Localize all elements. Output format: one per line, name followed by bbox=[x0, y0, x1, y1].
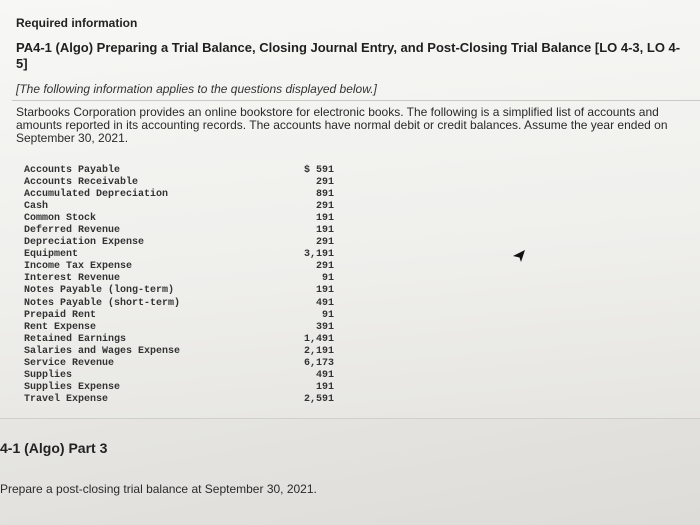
part-heading: 4-1 (Algo) Part 3 bbox=[0, 440, 108, 456]
account-amount: 191 bbox=[315, 285, 334, 297]
account-name: Travel Expense bbox=[24, 393, 109, 405]
account-amount: 891 bbox=[315, 189, 334, 201]
account-name: Prepaid Rent bbox=[24, 309, 97, 321]
mouse-pointer-icon bbox=[512, 249, 526, 263]
account-name: Notes Payable (short-term) bbox=[24, 297, 181, 309]
account-amount: 491 bbox=[315, 297, 334, 309]
problem-description: Starbooks Corporation provides an online bookstore for electronic books. The following is a simplified list of accounts and amounts reported in its accounting records. The accounts have normal debit or credit balances. Assume the year ended on September 30, 2021. bbox=[16, 105, 668, 145]
account-name: Equipment bbox=[24, 249, 79, 261]
account-amount: 191 bbox=[315, 225, 334, 237]
account-amount: 291 bbox=[315, 261, 334, 273]
required-information-label: Required information bbox=[16, 16, 138, 30]
account-amount: 291 bbox=[315, 237, 334, 249]
account-name: Cash bbox=[24, 201, 49, 213]
account-name: Accounts Payable bbox=[24, 165, 121, 176]
account-name: Accumulated Depreciation bbox=[24, 189, 169, 201]
account-amount: 391 bbox=[315, 321, 334, 333]
account-amount: 491 bbox=[315, 369, 334, 381]
account-amount: 6,173 bbox=[303, 357, 334, 369]
account-name: Retained Earnings bbox=[24, 333, 127, 345]
account-name: Income Tax Expense bbox=[24, 261, 133, 273]
account-name: Deferred Revenue bbox=[24, 225, 121, 237]
account-amount: 191 bbox=[315, 213, 334, 225]
account-amount: 291 bbox=[315, 201, 334, 213]
account-amount: 91 bbox=[321, 309, 334, 321]
account-amount: 2,591 bbox=[303, 393, 334, 405]
account-name: Depreciation Expense bbox=[24, 237, 145, 249]
account-name: Notes Payable (long-term) bbox=[24, 285, 175, 297]
part-prompt: Prepare a post-closing trial balance at September 30, 2021. bbox=[0, 482, 317, 496]
account-name: Supplies Expense bbox=[24, 381, 121, 393]
account-amount: 191 bbox=[315, 381, 334, 393]
divider bbox=[12, 100, 700, 101]
account-amount: 1,491 bbox=[303, 333, 334, 345]
problem-title: PA4-1 (Algo) Preparing a Trial Balance, Closing Journal Entry, and Post-Closing Trial Balance [LO 4-3, LO 4-5] bbox=[16, 40, 681, 71]
account-name: Salaries and Wages Expense bbox=[24, 345, 181, 357]
account-amount: $ 591 bbox=[303, 165, 334, 176]
account-name: Common Stock bbox=[24, 213, 97, 225]
account-name: Rent Expense bbox=[24, 321, 97, 333]
account-amount: 291 bbox=[315, 177, 334, 189]
account-name: Accounts Receivable bbox=[24, 177, 139, 189]
account-amount: 91 bbox=[321, 273, 334, 285]
applies-note: [The following information applies to the questions displayed below.] bbox=[16, 82, 377, 96]
account-name: Service Revenue bbox=[24, 357, 115, 369]
account-name: Interest Revenue bbox=[24, 273, 121, 285]
account-name: Supplies bbox=[24, 369, 73, 381]
account-amount: 2,191 bbox=[303, 345, 334, 357]
account-amount: 3,191 bbox=[303, 249, 334, 261]
section-divider bbox=[0, 418, 700, 419]
